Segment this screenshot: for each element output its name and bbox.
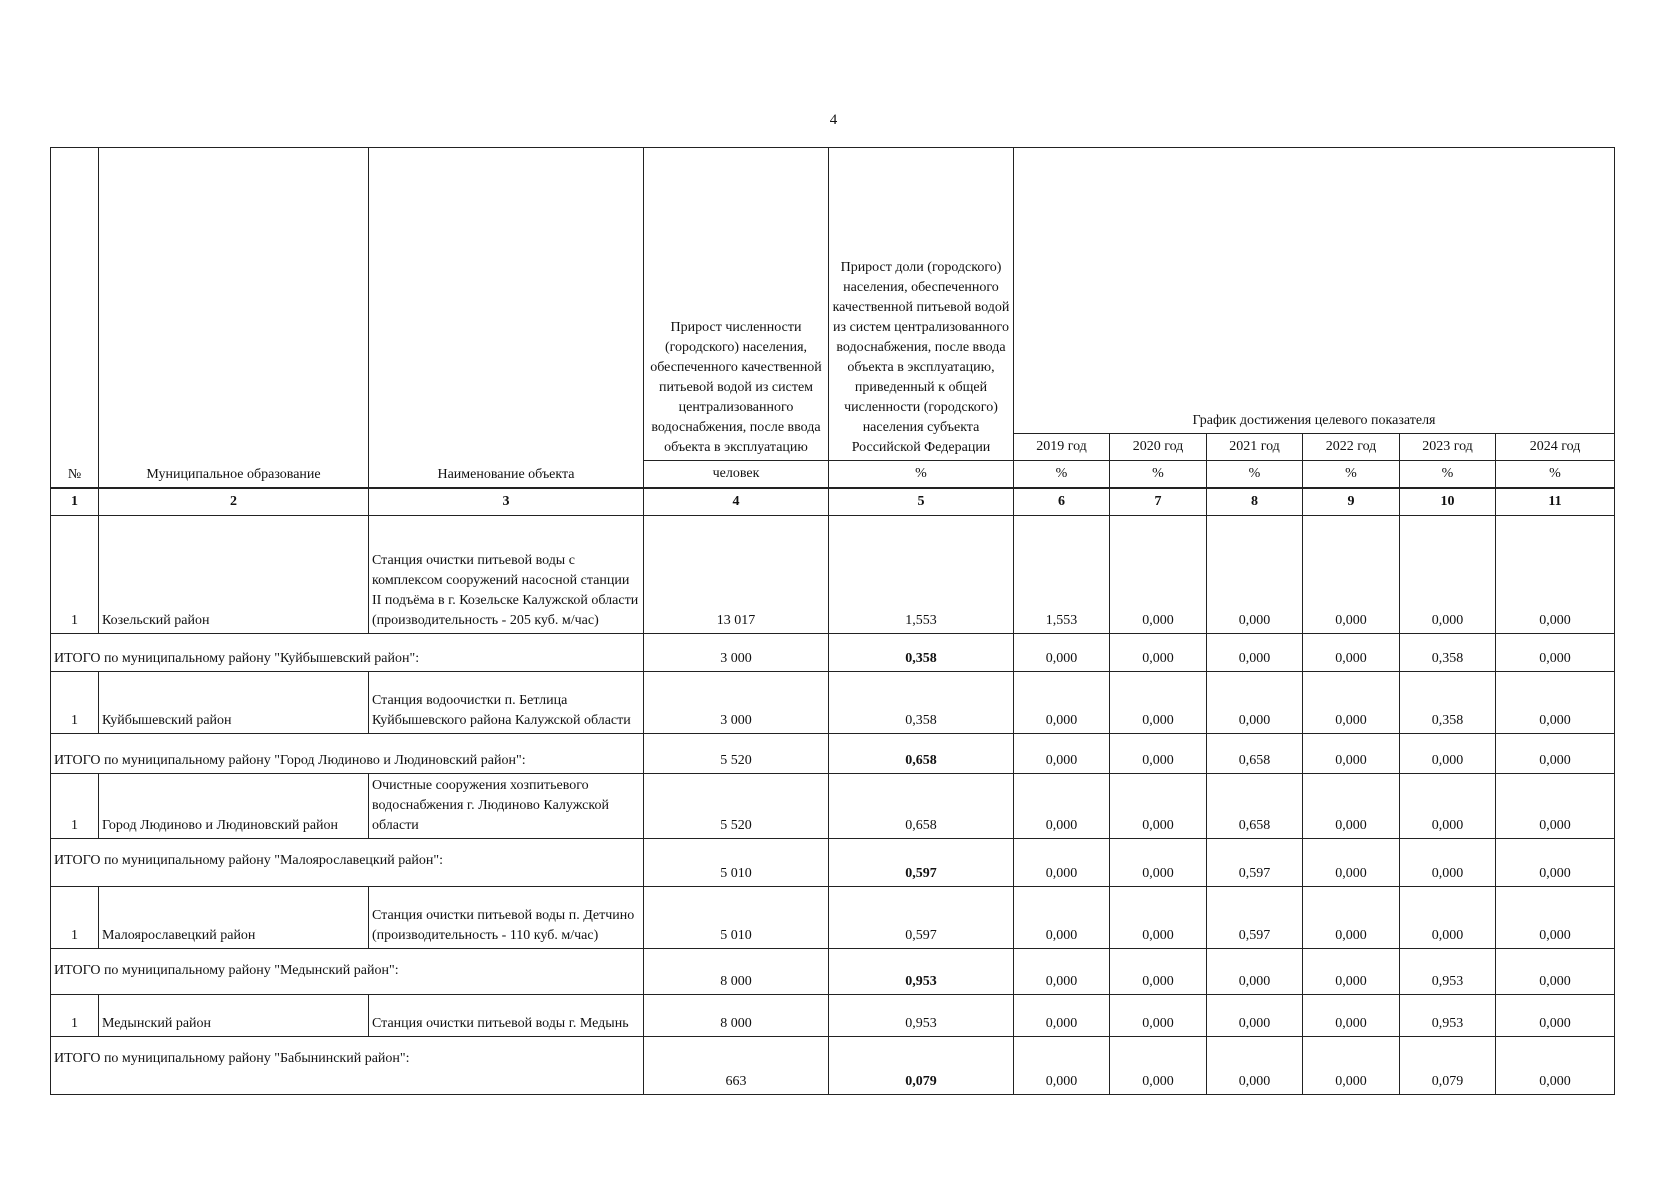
row-municipality: Козельский район xyxy=(99,516,369,634)
header-share-growth: Прирост доли (городского) населения, обеспеченного качественной питьевой водой из систем централизованного водоснабжения, после ввода объекта в эксплуатацию, приведенный к общей численности (городского) населения субъекта Российской Федерации xyxy=(829,148,1014,461)
column-number: 4 xyxy=(644,488,829,516)
row-year-value: 0,000 xyxy=(1400,774,1496,839)
table-row-total xyxy=(51,1037,1615,1095)
total-label: ИТОГО по муниципальному району "Город Людиново и Людиновский район": xyxy=(51,734,644,774)
row-number: 1 xyxy=(51,516,99,634)
row-year-value: 0,000 xyxy=(1496,672,1615,734)
row-number: 1 xyxy=(51,672,99,734)
row-year-value: 0,000 xyxy=(1496,634,1615,672)
row-people: 3 000 xyxy=(644,634,829,672)
row-year-value: 0,000 xyxy=(1496,949,1615,995)
header-municipality: Муниципальное образование xyxy=(99,148,369,489)
row-year-value: 0,000 xyxy=(1400,516,1496,634)
total-label: ИТОГО по муниципальному району "Малоярославецкий район": xyxy=(51,839,644,887)
column-number: 5 xyxy=(829,488,1014,516)
header-year-2023: 2023 год xyxy=(1400,434,1496,461)
row-people: 663 xyxy=(644,1037,829,1095)
row-year-value: 1,553 xyxy=(1014,516,1110,634)
row-year-value: 0,000 xyxy=(1303,1037,1400,1095)
row-object: Станция очистки питьевой воды п. Детчино (производительность - 110 куб. м/час) xyxy=(369,887,644,949)
row-share: 0,079 xyxy=(829,1037,1014,1095)
row-year-value: 0,000 xyxy=(1110,839,1207,887)
row-year-value: 0,658 xyxy=(1207,774,1303,839)
column-number: 3 xyxy=(369,488,644,516)
row-people: 3 000 xyxy=(644,672,829,734)
row-year-value: 0,000 xyxy=(1110,634,1207,672)
unit-percent: % xyxy=(1496,461,1615,489)
row-year-value: 0,000 xyxy=(1207,516,1303,634)
row-year-value: 0,953 xyxy=(1400,949,1496,995)
table-row-total xyxy=(51,734,1615,774)
table-row-total xyxy=(51,634,1615,672)
row-year-value: 0,000 xyxy=(1014,634,1110,672)
row-year-value: 0,000 xyxy=(1303,995,1400,1037)
row-year-value: 0,000 xyxy=(1110,1037,1207,1095)
row-year-value: 0,000 xyxy=(1207,672,1303,734)
table-row xyxy=(51,672,1615,734)
total-label: ИТОГО по муниципальному району "Куйбышевский район": xyxy=(51,634,644,672)
row-year-value: 0,000 xyxy=(1014,839,1110,887)
row-year-value: 0,000 xyxy=(1110,995,1207,1037)
row-year-value: 0,000 xyxy=(1207,634,1303,672)
header-population-growth: Прирост численности (городского) населения, обеспеченного качественной питьевой водой из систем централизованного водоснабжения, после ввода объекта в эксплуатацию xyxy=(644,148,829,461)
row-share: 0,953 xyxy=(829,995,1014,1037)
header-year-2020: 2020 год xyxy=(1110,434,1207,461)
unit-people: человек xyxy=(644,461,829,489)
table-row xyxy=(51,887,1615,949)
row-share: 0,358 xyxy=(829,672,1014,734)
row-year-value: 0,000 xyxy=(1303,672,1400,734)
page-number: 4 xyxy=(829,112,838,128)
row-people: 5 520 xyxy=(644,734,829,774)
row-year-value: 0,000 xyxy=(1303,516,1400,634)
row-object: Станция очистки питьевой воды с комплексом сооружений насосной станции II подъёма в г. Козельске Калужской области (производительность - 205 куб. м/час) xyxy=(369,516,644,634)
row-municipality: Малоярославецкий район xyxy=(99,887,369,949)
row-year-value: 0,000 xyxy=(1110,516,1207,634)
row-year-value: 0,079 xyxy=(1400,1037,1496,1095)
header-year-2022: 2022 год xyxy=(1303,434,1400,461)
row-municipality: Медынский район xyxy=(99,995,369,1037)
total-label: ИТОГО по муниципальному району "Бабынинский район": xyxy=(51,1037,644,1095)
row-year-value: 0,953 xyxy=(1400,995,1496,1037)
column-number: 8 xyxy=(1207,488,1303,516)
row-number: 1 xyxy=(51,887,99,949)
row-year-value: 0,658 xyxy=(1207,734,1303,774)
row-people: 8 000 xyxy=(644,995,829,1037)
row-people: 13 017 xyxy=(644,516,829,634)
row-number: 1 xyxy=(51,995,99,1037)
column-number: 2 xyxy=(99,488,369,516)
row-year-value: 0,000 xyxy=(1110,774,1207,839)
row-year-value: 0,000 xyxy=(1496,1037,1615,1095)
header-year-2024: 2024 год xyxy=(1496,434,1615,461)
row-share: 0,597 xyxy=(829,887,1014,949)
total-label: ИТОГО по муниципальному району "Медынский район": xyxy=(51,949,644,995)
row-year-value: 0,000 xyxy=(1303,887,1400,949)
row-share: 0,658 xyxy=(829,734,1014,774)
column-number: 7 xyxy=(1110,488,1207,516)
row-year-value: 0,000 xyxy=(1400,734,1496,774)
header-year-2019: 2019 год xyxy=(1014,434,1110,461)
row-municipality: Куйбышевский район xyxy=(99,672,369,734)
header-object-name: Наименование объекта xyxy=(369,148,644,489)
row-year-value: 0,000 xyxy=(1014,887,1110,949)
header-schedule: График достижения целевого показателя xyxy=(1014,148,1615,434)
row-year-value: 0,000 xyxy=(1496,995,1615,1037)
column-number: 1 xyxy=(51,488,99,516)
row-year-value: 0,000 xyxy=(1014,995,1110,1037)
row-share: 0,597 xyxy=(829,839,1014,887)
row-year-value: 0,597 xyxy=(1207,887,1303,949)
row-year-value: 0,000 xyxy=(1496,516,1615,634)
row-year-value: 0,000 xyxy=(1207,995,1303,1037)
column-number: 10 xyxy=(1400,488,1496,516)
row-year-value: 0,000 xyxy=(1207,1037,1303,1095)
row-year-value: 0,000 xyxy=(1110,887,1207,949)
table-row xyxy=(51,774,1615,839)
row-year-value: 0,000 xyxy=(1496,734,1615,774)
row-people: 5 010 xyxy=(644,887,829,949)
row-year-value: 0,000 xyxy=(1303,949,1400,995)
row-year-value: 0,358 xyxy=(1400,672,1496,734)
table-row-total xyxy=(51,949,1615,995)
row-share: 1,553 xyxy=(829,516,1014,634)
unit-percent: % xyxy=(1110,461,1207,489)
unit-percent: % xyxy=(1014,461,1110,489)
row-number: 1 xyxy=(51,774,99,839)
row-year-value: 0,000 xyxy=(1014,734,1110,774)
row-year-value: 0,000 xyxy=(1400,887,1496,949)
row-year-value: 0,000 xyxy=(1303,634,1400,672)
header-year-2021: 2021 год xyxy=(1207,434,1303,461)
row-year-value: 0,358 xyxy=(1400,634,1496,672)
row-year-value: 0,000 xyxy=(1110,672,1207,734)
row-share: 0,358 xyxy=(829,634,1014,672)
row-year-value: 0,000 xyxy=(1014,774,1110,839)
unit-percent: % xyxy=(1303,461,1400,489)
table-row xyxy=(51,995,1615,1037)
row-year-value: 0,000 xyxy=(1110,949,1207,995)
row-year-value: 0,000 xyxy=(1207,949,1303,995)
row-year-value: 0,597 xyxy=(1207,839,1303,887)
row-year-value: 0,000 xyxy=(1303,774,1400,839)
row-people: 8 000 xyxy=(644,949,829,995)
row-year-value: 0,000 xyxy=(1496,887,1615,949)
row-year-value: 0,000 xyxy=(1014,949,1110,995)
row-object: Станция водоочистки п. Бетлица Куйбышевского района Калужской области xyxy=(369,672,644,734)
unit-percent: % xyxy=(1400,461,1496,489)
row-year-value: 0,000 xyxy=(1110,734,1207,774)
unit-percent: % xyxy=(829,461,1014,489)
row-object: Очистные сооружения хозпитьевого водоснабжения г. Людиново Калужской области xyxy=(369,774,644,839)
row-year-value: 0,000 xyxy=(1496,774,1615,839)
table-row xyxy=(51,516,1615,634)
row-municipality: Город Людиново и Людиновский район xyxy=(99,774,369,839)
row-year-value: 0,000 xyxy=(1303,839,1400,887)
row-year-value: 0,000 xyxy=(1496,839,1615,887)
row-year-value: 0,000 xyxy=(1303,734,1400,774)
column-number: 11 xyxy=(1496,488,1615,516)
row-share: 0,658 xyxy=(829,774,1014,839)
table-row-total xyxy=(51,839,1615,887)
target-indicator-table xyxy=(50,147,1615,1095)
column-number: 6 xyxy=(1014,488,1110,516)
row-year-value: 0,000 xyxy=(1014,1037,1110,1095)
row-people: 5 520 xyxy=(644,774,829,839)
row-share: 0,953 xyxy=(829,949,1014,995)
row-object: Станция очистки питьевой воды г. Медынь xyxy=(369,995,644,1037)
row-year-value: 0,000 xyxy=(1400,839,1496,887)
row-year-value: 0,000 xyxy=(1014,672,1110,734)
header-no: № xyxy=(51,148,99,489)
column-number: 9 xyxy=(1303,488,1400,516)
unit-percent: % xyxy=(1207,461,1303,489)
row-people: 5 010 xyxy=(644,839,829,887)
